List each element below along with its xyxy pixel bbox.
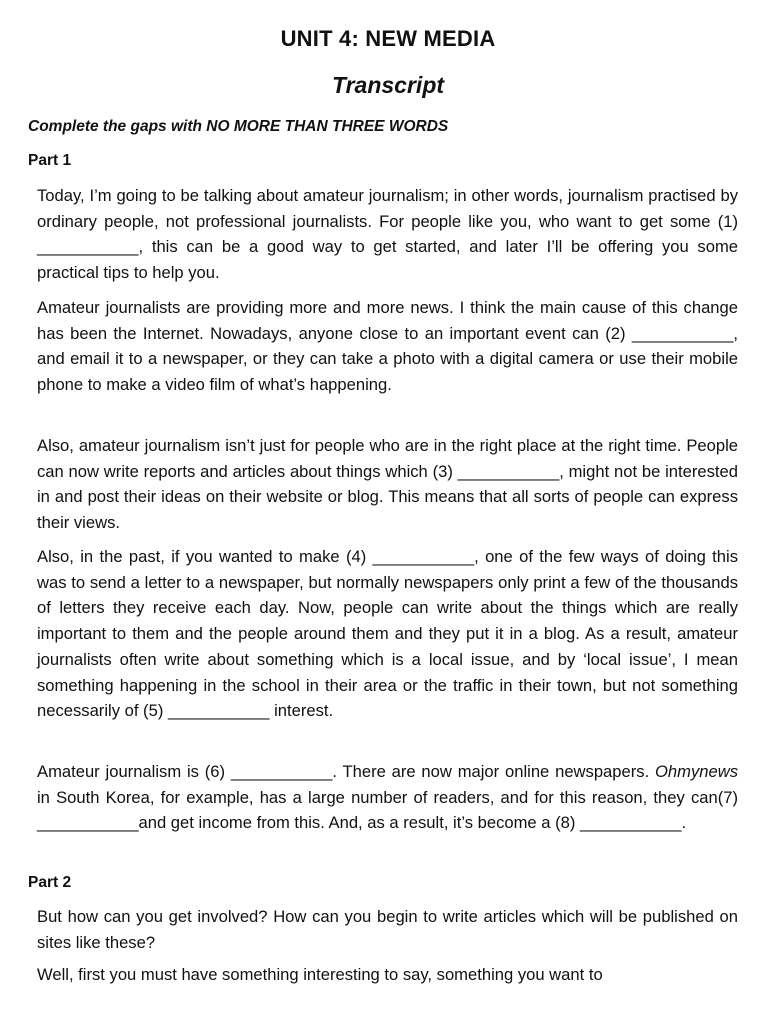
part-2-paragraph-1: But how can you get involved? How can you begin to write articles which will be published on sites like these? <box>37 907 738 952</box>
page-title: UNIT 4: NEW MEDIA <box>280 26 496 51</box>
part-1-paragraph-2: Amateur journalists are providing more and more news. I think the main cause of this change has been the Internet. Nowadays, anyone close to an important event can (2) ___________, and email it to a newspaper, or they can take a photo with a digital camera or use their mobile phone to make a video film of what’s happening. <box>37 298 738 395</box>
part-1-paragraph-5 <box>37 759 738 836</box>
part-1-paragraph-3: Also, amateur journalism isn’t just for people who are in the right place at the right time. People can now write reports and articles about things which (3) ___________, might not be interested in and post their ideas on their website or blog. This means that all sorts of people can express their views. <box>37 436 738 533</box>
paragraph-5-end: in South Korea, for example, has a large number of readers, and for this reason, they can(7) ___________and get income from this. And, as a result, it’s become a (8) ___________. <box>37 787 738 833</box>
instruction-text: Complete the gaps with NO MORE THAN THREE WORDS <box>28 118 449 135</box>
part-2-paragraph-2: Well, first you must have something interesting to say, something you want to <box>37 965 603 984</box>
page-subtitle: Transcript <box>331 72 445 98</box>
part-2-heading: Part 2 <box>28 874 72 891</box>
part-1-heading: Part 1 <box>28 152 72 169</box>
paragraph-5-start: Amateur journalism is (6) ___________. There are now major online newspapers. <box>37 762 655 781</box>
part-1-paragraph-1: Today, I’m going to be talking about amateur journalism; in other words, journalism practised by ordinary people, not professional journalists. For people like you, who want to get some (1) ___________, this can be a good way to get started, and later I’ll be offering you some practical tips to help you. <box>37 186 738 283</box>
newspaper-name: Ohmynews <box>655 762 738 781</box>
part-1-paragraph-4: Also, in the past, if you wanted to make (4) ___________, one of the few ways of doing this was to send a letter to a newspaper, but normally newspapers only print a few of the thousands of letters they receive each day. Now, people can write about the things which are really important to them and the people around them and they put it in a blog. As a result, amateur journalists often write about something which is a local issue, and by ‘local issue’, I mean something happening in the school in their area or the traffic in their town, but not something necessarily of (5) ___________ interest. <box>37 547 738 721</box>
